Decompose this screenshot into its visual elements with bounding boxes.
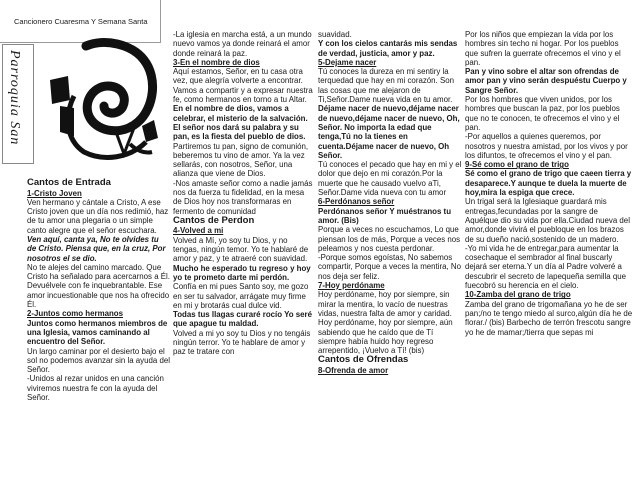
parish-emblem-icon — [34, 36, 168, 166]
song-text: Todas tus llagas curaré rocío Yo seré que apague tu maldad. — [173, 310, 313, 329]
song-text: Confía en mi pues Santo soy, me gozo en ser tu salvador, arrágate muy firme en mi y brotarás cual dulce vid. — [173, 282, 309, 310]
song-text: Volved a mi yo soy tu Dios y no tengáis ningún terror. Yo te hablare de amor y paz te tratare con — [173, 328, 311, 357]
song-text: Hoy perdóname, hoy por siempre, aún sabiendo que he caído que de Tí siempre había huido hoy regreso arrepentido, ¡Vuelvo a Tí! (bis) — [318, 318, 453, 356]
column-1 — [27, 178, 170, 402]
parish-name: Parroquia San — [7, 50, 22, 146]
song-title: 6-Perdónanos señor — [318, 197, 395, 207]
song-title: 9-Sé como el grano de trigo — [465, 160, 569, 170]
section-title: Cantos de Perdon — [173, 214, 255, 226]
song-text: Sé como el grano de trigo que caeen tierra y desaparece.Y aunque te duela la muerte de hoy,mira la espiga que crece. — [465, 169, 632, 198]
song-title: 5-Dejame nacer — [318, 57, 377, 67]
song-text: -La iglesia en marcha está, a un mundo nuevo vamos ya donde reinará el amor donde reinará la paz. — [173, 30, 312, 58]
song-text: Por los hombres que viven unidos, por los hombres que buscan la paz, por los pueblos que no te conocen, te ofrecemos el vino y el pan. — [465, 95, 620, 132]
song-text: Partiremos tu pan, signo de comunión, beberemos tu vino de amor. Ya la vez sellarás, con nosotros, Señor, una alianza que viene de Dios. — [173, 141, 309, 179]
song-text: Mucho he esperado tu regreso y hoy yo te prometo darte mi perdón. — [173, 263, 311, 282]
song-title: 4-Volved a mi — [173, 226, 224, 236]
song-text: Aquí estamos, Señor, en tu casa otra vez, que alegría volverte a encontrar. Vamos a compartir y a expresar nuestra fe, como hermanos en torno a tu Altar. — [173, 67, 313, 105]
song-text: -Porque somos egoístas, No sabemos compartir, Porque a veces la mentira, No nos deja ser feliz. — [318, 253, 461, 281]
song-text: -Por aquellos a quienes queremos, por nosotros y nuestra amistad, por los vivos y por los difuntos, te ofrecemos el vino y el pan. — [465, 132, 628, 160]
song-text: Porque a veces no escuchamos, Lo que piensan los de más, Porque a veces nos peleamos y nos cuesta perdonar. — [318, 225, 461, 253]
song-title: 2-Juntos como hermanos — [27, 309, 124, 319]
song-text: Y con los cielos cantarás mis sendas de verdad, justicia, amor y paz. — [318, 39, 458, 58]
song-text: -Nos amaste señor como a nadie jamás nos da fuerza tu fidelidad, en la mesa de Dios hoy nos transformaras en fermento de comunidad — [173, 178, 313, 216]
song-text: En el nombre de dios, vamos a celebrar, el misterio de la salvación. El señor nos dará su palabra y su pan, es la fiesta del pueblo de dios. — [173, 104, 308, 142]
song-text: Déjame nacer de nuevo,déjame nacer de nuevo,déjame nacer de nuevo, Oh, Señor. No importa la edad que tenga,Tú no la tienes en cuenta.Déjame nacer de nuevo, Oh Señor. — [318, 104, 460, 160]
column-4 — [465, 30, 633, 337]
song-text: Hoy perdóname, hoy por siempre, sin mirar la mentira, lo vacío de nuestras vidas, nuestra falta de amor y caridad. — [318, 290, 452, 318]
column-3 — [318, 30, 462, 375]
song-text: Ven hermano y cántale a Cristo, A ese Cristo joven que un día nos redimió, haz de tu amor una plegaria o un simple canto alegre que el señor escuchara. — [27, 197, 169, 235]
song-title: 1-Cristo Joven — [27, 188, 82, 198]
song-text: Por los niños que empiezan la vida por los hombres sin techo ni hogar. Por los pueblos que sufren la guerrate ofrecemos el vino y el pan. — [465, 30, 621, 67]
song-text: -Unidos al rezar unidos en una canción viviremos nuestra fe con la ayuda del Señor. — [27, 374, 164, 403]
song-text: Perdónanos señor Y muéstranos tu amor. (Bis) — [318, 206, 452, 225]
song-title: 8-Ofrenda de amor — [318, 365, 389, 375]
song-text: Volved a Mí, yo soy tu Dios, y no tengas, ningún temor. Yo te hablaré de amor y paz, y te atraeré con suavidad. — [173, 235, 309, 264]
section-title: Cantos de Ofrendas — [318, 354, 409, 366]
song-title: 3-En el nombre de dios — [173, 57, 260, 67]
song-text: Pan y vino sobre el altar son ofrendas de amor pan y vino serán despuéstu Cuerpo y Sangre Señor. — [465, 67, 627, 95]
song-title: 10-Zamba del grano de trigo — [465, 290, 571, 300]
section-title: Cantos de Entrada — [27, 177, 111, 188]
song-text: Juntos como hermanos miembros de una Iglesia, vamos caminando al encuentro del Señor. — [27, 318, 168, 347]
song-text: Tú conoces el pecado que hay en mi y el dolor que dejo en mi corazón.Por la muerte que he causado vuelvo aTi, Señor.Dame vida nueva con tu amor — [318, 160, 462, 198]
song-text: No te alejes del camino marcado. Que Cristo ha señalado para acercarnos a Él. Devuélvele con fe inquebrantable. Ese amor incuestionable que nos ha ofrecido Él. — [27, 262, 170, 310]
song-text: -Yo mi vida he de entregar,para aumentar la cosechaque el sembrador al final buscarly dejará ser eterna.Y un día al Padre volveré a descubrir el secreto de lapequeña semilla que fuecobró su herencia en el cielo. — [465, 243, 626, 291]
column-2 — [173, 30, 313, 357]
song-text: Ven aquí, canta ya, No te olvides tu de Cristo. Piensa que, en la cruz, Por nosotros el se dio. — [27, 234, 166, 263]
song-text: Tú conoces la dureza en mi sentiry la terquedad que hay en mi corazón. Son las cosas que me alejaron de Ti,Señor.Dame nueva vida en tu amor. — [318, 67, 454, 105]
header-title: Cancionero Cuaresma Y Semana Santa — [14, 17, 148, 26]
song-text: Zamba del grano de trigomañana yo he de ser pan;/no te tengo miedo al surco,algún día he de florar./ (bis) Barbecho de terrón frescotu sangre yo he de mamar;/tierra que sepas mi — [465, 299, 633, 337]
song-text: Un trigal será la Iglesiaque guardará mis entregas,fecundadas por la sangre de Aquélque dio su vida por ella.Ciudad nueva del amor,donde vivirá el puebloque en los brazos de su dueño nació,sostenido de un madero. — [465, 197, 630, 244]
song-text: suavidad. — [318, 30, 352, 39]
song-text: Un largo caminar por el desierto bajo el sol no podemos avanzar sin la ayuda del Señor. — [27, 346, 170, 375]
song-title: 7-Hoy perdóname — [318, 281, 385, 291]
